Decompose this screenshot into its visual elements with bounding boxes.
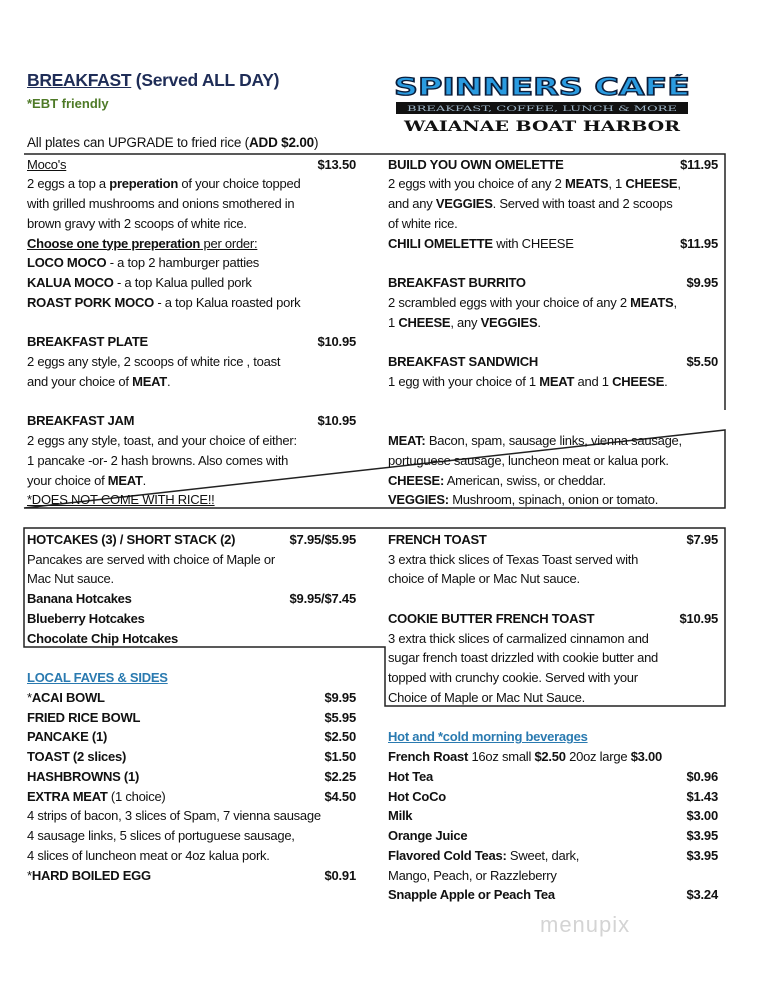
- left-menu-line: [27, 826, 295, 846]
- item-name: Milk: [388, 808, 413, 824]
- item-name: COOKIE BUTTER FRENCH TOAST: [388, 610, 595, 626]
- right-menu-line: [388, 155, 564, 175]
- spinners-cafe-logo: [390, 74, 695, 134]
- item-description: and 1: [574, 373, 613, 389]
- item-description: of your choice topped: [178, 176, 301, 192]
- item-name: HASHBROWNS (1): [27, 768, 140, 784]
- item-description: portuguese sausage, luncheon meat or kalua pork.: [388, 452, 669, 468]
- item-name: VEGGIES: [480, 314, 538, 330]
- left-menu-line: [27, 767, 139, 787]
- item-name: ACAI BOWL: [31, 689, 105, 705]
- section-heading: Hot and *cold morning beverages: [388, 729, 588, 745]
- item-description: Mango, Peach, or Razzleberry: [388, 867, 557, 883]
- item-price: $9.95/$7.45: [289, 591, 356, 606]
- title-main: BREAKFAST: [27, 70, 132, 90]
- item-price: $13.50: [317, 156, 356, 172]
- item-name: Hot Tea: [388, 768, 433, 784]
- left-menu-line: [27, 451, 288, 471]
- left-menu-line: [27, 155, 66, 175]
- left-menu-line: [27, 411, 134, 431]
- item-name: Choose one type preperation: [27, 235, 201, 251]
- right-menu-line: [388, 372, 668, 392]
- left-menu-line: [27, 234, 257, 254]
- title-subtitle: (Served ALL DAY): [131, 70, 280, 90]
- item-description: 4 strips of bacon, 3 slices of Spam, 7 vienna sausage: [27, 808, 321, 824]
- item-name: VEGGIES: [435, 196, 493, 211]
- right-menu-line: [388, 569, 580, 589]
- right-menu-line: [388, 747, 662, 767]
- item-description: , 1: [608, 176, 626, 192]
- item-description: .: [166, 373, 171, 389]
- right-menu-line: [388, 550, 638, 570]
- item-name: CHILI OMELETTE: [388, 235, 493, 251]
- item-description: . Served with toast and 2 scoops: [492, 196, 673, 211]
- left-menu-line: [27, 708, 140, 728]
- item-description: 3 extra thick slices of Texas Toast served with: [388, 551, 639, 567]
- left-menu-line: [27, 569, 114, 589]
- left-menu-line: [27, 490, 215, 510]
- item-description: .: [537, 314, 541, 330]
- item-price: $1.43: [686, 788, 718, 804]
- right-menu-line: [388, 431, 682, 451]
- item-description: *: [27, 867, 32, 883]
- left-menu-line: [27, 846, 270, 866]
- item-description: - a top Kalua pulled pork: [113, 275, 252, 290]
- left-menu-line: [27, 372, 170, 392]
- right-menu-line: [388, 688, 585, 708]
- item-price: $10.95: [317, 413, 356, 429]
- upgrade-note: [27, 135, 318, 150]
- item-name: Hot CoCo: [388, 788, 446, 804]
- right-menu-line: [388, 767, 433, 787]
- right-menu-line: [388, 313, 541, 333]
- logo-name: SPINNERS CAFÉ: [394, 74, 608, 101]
- left-menu-line: [27, 214, 247, 234]
- item-description: ,: [677, 176, 681, 192]
- item-name: preperation: [109, 176, 179, 192]
- item-price: $4.50: [324, 788, 356, 804]
- item-description: 2 eggs any style, toast, and your choice of either:: [27, 433, 297, 448]
- left-menu-line: [27, 174, 300, 194]
- left-menu-line: [27, 668, 168, 688]
- item-price: $9.95: [686, 275, 718, 290]
- item-description: sugar french toast drizzled with cookie butter and: [388, 650, 659, 666]
- right-menu-line: [388, 451, 669, 471]
- left-menu-line: [27, 609, 145, 629]
- item-name: LOCO MOCO: [27, 255, 107, 271]
- item-description: with grilled mushrooms and onions smothered in: [27, 196, 295, 211]
- upgrade-text: All plates can UPGRADE to fried rice (: [27, 135, 249, 150]
- right-menu-line: [388, 214, 457, 234]
- item-name: PANCAKE (1): [27, 729, 108, 745]
- item-price: $1.50: [324, 749, 356, 764]
- item-name: FRENCH TOAST: [388, 531, 487, 547]
- item-name: BREAKFAST SANDWICH: [388, 354, 539, 369]
- item-name: KALUA MOCO: [27, 275, 114, 290]
- item-description: - a top Kalua roasted pork: [153, 294, 301, 310]
- item-description: .: [664, 373, 668, 389]
- item-description: (1 choice): [107, 788, 166, 804]
- right-menu-line: [388, 787, 446, 807]
- right-menu-line: [388, 273, 526, 293]
- item-description: Moco's: [27, 156, 67, 172]
- item-description: - a top 2 hamburger patties: [106, 255, 260, 271]
- item-name: VEGGIES:: [388, 492, 449, 508]
- left-menu-line: [27, 747, 126, 767]
- item-price: $10.95: [679, 610, 718, 626]
- item-description: 4 sausage links, 5 slices of portuguese sausage,: [27, 828, 295, 843]
- menupix-watermark: menupix: [540, 912, 631, 937]
- item-name: MEAT: [539, 373, 575, 389]
- item-description: 3 extra thick slices of carmalized cinnamon and: [388, 630, 649, 646]
- item-price: $2.25: [324, 768, 356, 784]
- item-description: .: [142, 472, 147, 488]
- item-name: Flavored Cold Teas:: [388, 847, 507, 863]
- item-price: $3.95: [686, 847, 718, 863]
- item-name: MEATS: [565, 176, 609, 192]
- item-name: CHEESE:: [388, 472, 445, 488]
- item-description: per order:: [200, 235, 258, 251]
- left-menu-line: [27, 629, 178, 649]
- left-menu-line: [27, 530, 235, 550]
- item-description: your choice of: [27, 472, 108, 488]
- item-description: Mac Nut sauce.: [27, 571, 114, 587]
- upgrade-price: ADD $2.00: [248, 135, 314, 150]
- item-price: $3.00: [686, 808, 718, 824]
- left-menu-line: [27, 332, 148, 352]
- item-name: Snapple Apple or Peach Tea: [388, 887, 555, 903]
- logo-tagline: BREAKFAST, COFFEE, LUNCH & MORE: [407, 104, 677, 113]
- left-menu-line: [27, 727, 107, 747]
- item-price: $0.91: [324, 867, 356, 883]
- page-title: [27, 70, 279, 91]
- left-menu-line: [27, 688, 105, 708]
- ebt-note: *EBT friendly: [27, 96, 109, 111]
- item-name: HARD BOILED EGG: [31, 867, 151, 883]
- item-name: CHEESE: [625, 176, 678, 192]
- item-description: Sweet, dark,: [506, 847, 580, 863]
- item-name: MEATS: [630, 294, 674, 310]
- item-description: 4 slices of luncheon meat or 4oz kalua pork.: [27, 847, 270, 863]
- item-description: 2 eggs with you choice of any 2: [388, 176, 566, 192]
- right-menu-line: [388, 194, 673, 214]
- item-description: with CHEESE: [492, 235, 574, 251]
- item-description: and any: [388, 196, 436, 211]
- upgrade-text-end: ): [313, 135, 319, 150]
- right-menu-line: [388, 648, 658, 668]
- item-description: ,: [673, 294, 677, 310]
- right-menu-line: [388, 629, 649, 649]
- right-menu-line: [388, 490, 658, 510]
- item-name: HOTCAKES (3) / SHORT STACK (2): [27, 531, 236, 547]
- item-price: $9.95: [324, 689, 356, 705]
- item-description: Bacon, spam, sausage links, vienna sausage,: [425, 433, 682, 448]
- right-menu-line: [388, 293, 677, 313]
- right-menu-line: [388, 727, 588, 747]
- item-price: $7.95/$5.95: [289, 531, 356, 547]
- right-menu-line: [388, 352, 538, 372]
- logo-location: WAIANAE BOAT HARBOR: [402, 119, 681, 134]
- item-name: Chocolate Chip Hotcakes: [27, 630, 179, 646]
- left-menu-line: [27, 866, 151, 886]
- left-menu-line: [27, 431, 297, 451]
- right-menu-line: [388, 234, 574, 254]
- left-menu-line: [27, 471, 146, 491]
- item-description: Choice of Maple or Mac Nut Sauce.: [388, 689, 585, 705]
- left-menu-line: [27, 273, 252, 293]
- item-name: FRIED RICE BOWL: [27, 709, 141, 725]
- item-name: Blueberry Hotcakes: [27, 610, 145, 626]
- right-menu-line: [388, 885, 555, 905]
- item-name: TOAST (2 slices): [27, 749, 127, 764]
- item-description: 20oz large: [565, 749, 631, 764]
- item-price: $5.95: [324, 709, 356, 725]
- item-price: $11.95: [680, 235, 718, 251]
- right-menu-line: [388, 530, 487, 550]
- item-name: MEAT: [132, 373, 167, 389]
- item-name: CHEESE: [398, 314, 451, 330]
- item-name: BREAKFAST BURRITO: [388, 275, 526, 290]
- left-menu-line: [27, 194, 294, 214]
- right-menu-line: [388, 609, 594, 629]
- item-name: BREAKFAST JAM: [27, 413, 135, 429]
- item-price: $2.50: [324, 729, 356, 745]
- item-name: French Roast: [388, 749, 469, 764]
- right-menu-line: [388, 174, 681, 194]
- item-description: 1 pancake -or- 2 hash browns. Also comes with: [27, 452, 289, 468]
- item-description: 2 eggs any style, 2 scoops of white rice , toast: [27, 354, 281, 369]
- item-description: 1 egg with your choice of 1: [388, 373, 540, 389]
- item-description: Pancakes are served with choice of Maple or: [27, 551, 275, 567]
- section-heading: LOCAL FAVES & SIDES: [27, 670, 168, 685]
- item-name: $3.00: [630, 749, 662, 764]
- left-menu-line: [27, 253, 259, 273]
- item-price: $3.24: [686, 887, 718, 903]
- item-name: BUILD YOU OWN OMELETTE: [388, 156, 564, 172]
- right-menu-line: [388, 866, 557, 886]
- right-menu-line: [388, 826, 467, 846]
- right-menu-line: [388, 668, 638, 688]
- item-description: and your choice of: [27, 373, 133, 389]
- item-name: $2.50: [534, 749, 566, 764]
- left-menu-line: [27, 352, 280, 372]
- item-description: of white rice.: [388, 215, 458, 231]
- item-description: brown gravy with 2 scoops of white rice.: [27, 215, 247, 231]
- item-price: $3.95: [686, 828, 718, 843]
- right-menu-line: [388, 846, 579, 866]
- item-description: topped with crunchy cookie. Served with your: [388, 670, 638, 685]
- item-description: Mushroom, spinach, onion or tomato.: [448, 492, 659, 508]
- item-description: 2 eggs a top a: [27, 176, 110, 192]
- item-price: $7.95: [686, 531, 718, 547]
- left-menu-line: [27, 550, 275, 570]
- item-name: ROAST PORK MOCO: [27, 294, 154, 310]
- item-name: BREAKFAST PLATE: [27, 334, 148, 350]
- item-name: EXTRA MEAT: [27, 788, 108, 804]
- left-menu-line: [27, 293, 300, 313]
- item-description: , any: [450, 314, 481, 330]
- item-price: $11.95: [680, 156, 718, 172]
- right-menu-line: [388, 471, 606, 491]
- item-name: CHEESE: [612, 373, 665, 389]
- item-name: MEAT:: [388, 433, 426, 448]
- item-price: $10.95: [317, 334, 356, 350]
- item-name: Banana Hotcakes: [27, 591, 132, 606]
- item-description: 2 scrambled eggs with your choice of any 2: [388, 294, 631, 310]
- item-price: $0.96: [686, 768, 718, 784]
- left-menu-line: [27, 806, 321, 826]
- item-description: 1: [388, 314, 399, 330]
- item-name: MEAT: [107, 472, 143, 488]
- item-description: American, swiss, or cheddar.: [444, 472, 606, 488]
- left-menu-line: [27, 787, 166, 807]
- left-menu-line: [27, 589, 132, 609]
- right-menu-line: [388, 806, 412, 826]
- item-description: *: [27, 689, 32, 705]
- item-price: $5.50: [686, 354, 718, 369]
- item-description: 16oz small: [468, 749, 535, 764]
- item-description: choice of Maple or Mac Nut sauce.: [388, 571, 580, 587]
- item-name: Orange Juice: [388, 828, 468, 843]
- item-description: *DOES NOT COME WITH RICE!!: [27, 492, 215, 508]
